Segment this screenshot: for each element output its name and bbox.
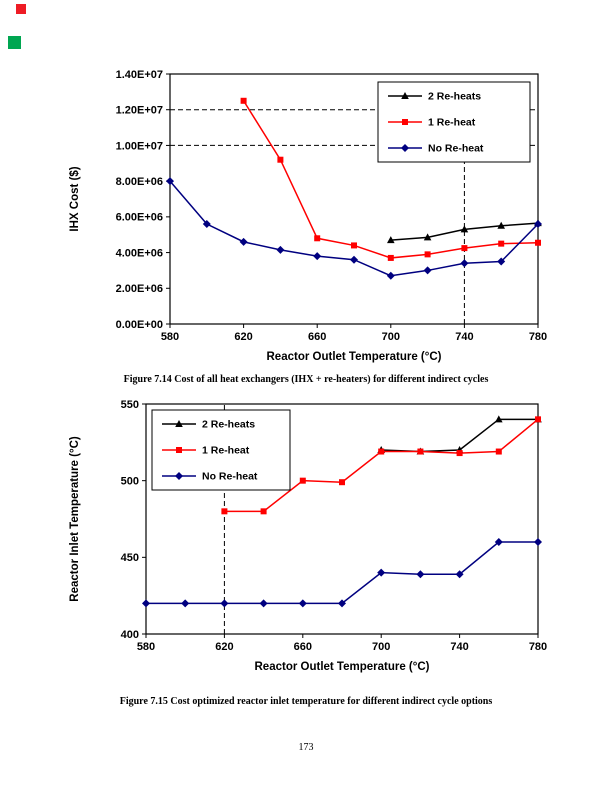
y-tick-label: 6.00E+06 bbox=[115, 211, 163, 224]
x-tick-label: 620 bbox=[234, 331, 253, 343]
y-tick-label: 1.00E+07 bbox=[115, 140, 163, 153]
legend bbox=[378, 82, 530, 162]
legend-label: 2 Re-heats bbox=[202, 418, 256, 431]
y-tick-label: 450 bbox=[120, 552, 139, 565]
y-axis-title: Reactor Inlet Temperature (°C) bbox=[69, 436, 81, 602]
x-tick-label: 740 bbox=[450, 641, 469, 653]
y-tick-label: 550 bbox=[120, 398, 139, 411]
x-axis bbox=[137, 634, 547, 653]
legend-label: No Re-heat bbox=[202, 470, 258, 483]
x-tick-label: 740 bbox=[455, 331, 474, 343]
x-tick-label: 780 bbox=[528, 641, 548, 653]
y-axis-title: IHX Cost ($) bbox=[69, 166, 81, 232]
green-annotation-square bbox=[8, 36, 21, 49]
x-axis-title: Reactor Outlet Temperature (°C) bbox=[254, 661, 430, 673]
x-tick-label: 660 bbox=[293, 641, 312, 653]
x-tick-label: 700 bbox=[381, 331, 400, 343]
legend bbox=[152, 410, 290, 490]
chart1-root bbox=[69, 69, 547, 363]
page-number: 173 bbox=[298, 742, 314, 753]
y-tick-label: 4.00E+06 bbox=[115, 247, 163, 260]
y-tick-label: 0.00E+00 bbox=[115, 318, 163, 331]
x-axis-title: Reactor Outlet Temperature (°C) bbox=[266, 351, 442, 363]
x-tick-label: 660 bbox=[308, 331, 327, 343]
y-tick-label: 500 bbox=[120, 475, 139, 488]
chart2-root bbox=[69, 399, 547, 673]
x-tick-label: 620 bbox=[215, 641, 234, 653]
x-tick-label: 700 bbox=[372, 641, 391, 653]
x-axis bbox=[161, 324, 547, 343]
legend-label: 1 Re-heat bbox=[202, 444, 250, 457]
y-axis bbox=[116, 69, 170, 331]
figure-7-15-caption: Figure 7.15 Cost optimized reactor inlet temperature for different indirect cycle options bbox=[119, 696, 493, 707]
x-tick-label: 580 bbox=[136, 641, 156, 653]
x-tick-label: 780 bbox=[528, 331, 548, 343]
legend-label: No Re-heat bbox=[428, 142, 484, 155]
y-tick-label: 2.00E+06 bbox=[115, 283, 163, 296]
figure-7-14-caption: Figure 7.14 Cost of all heat exchangers (IHX + re-heaters) for different indirect cycles bbox=[123, 374, 489, 385]
reactor-inlet-temperature-chart bbox=[58, 392, 550, 690]
red-annotation-square bbox=[16, 4, 26, 14]
x-tick-label: 580 bbox=[160, 331, 180, 343]
legend-label: 2 Re-heats bbox=[428, 90, 482, 103]
legend-label: 1 Re-heat bbox=[428, 116, 476, 129]
y-tick-label: 1.40E+07 bbox=[115, 68, 163, 81]
y-tick-label: 8.00E+06 bbox=[115, 175, 163, 188]
y-tick-label: 400 bbox=[120, 628, 139, 641]
y-tick-label: 1.20E+07 bbox=[115, 104, 163, 117]
ihx-cost-chart bbox=[58, 60, 550, 378]
y-axis bbox=[121, 399, 146, 641]
